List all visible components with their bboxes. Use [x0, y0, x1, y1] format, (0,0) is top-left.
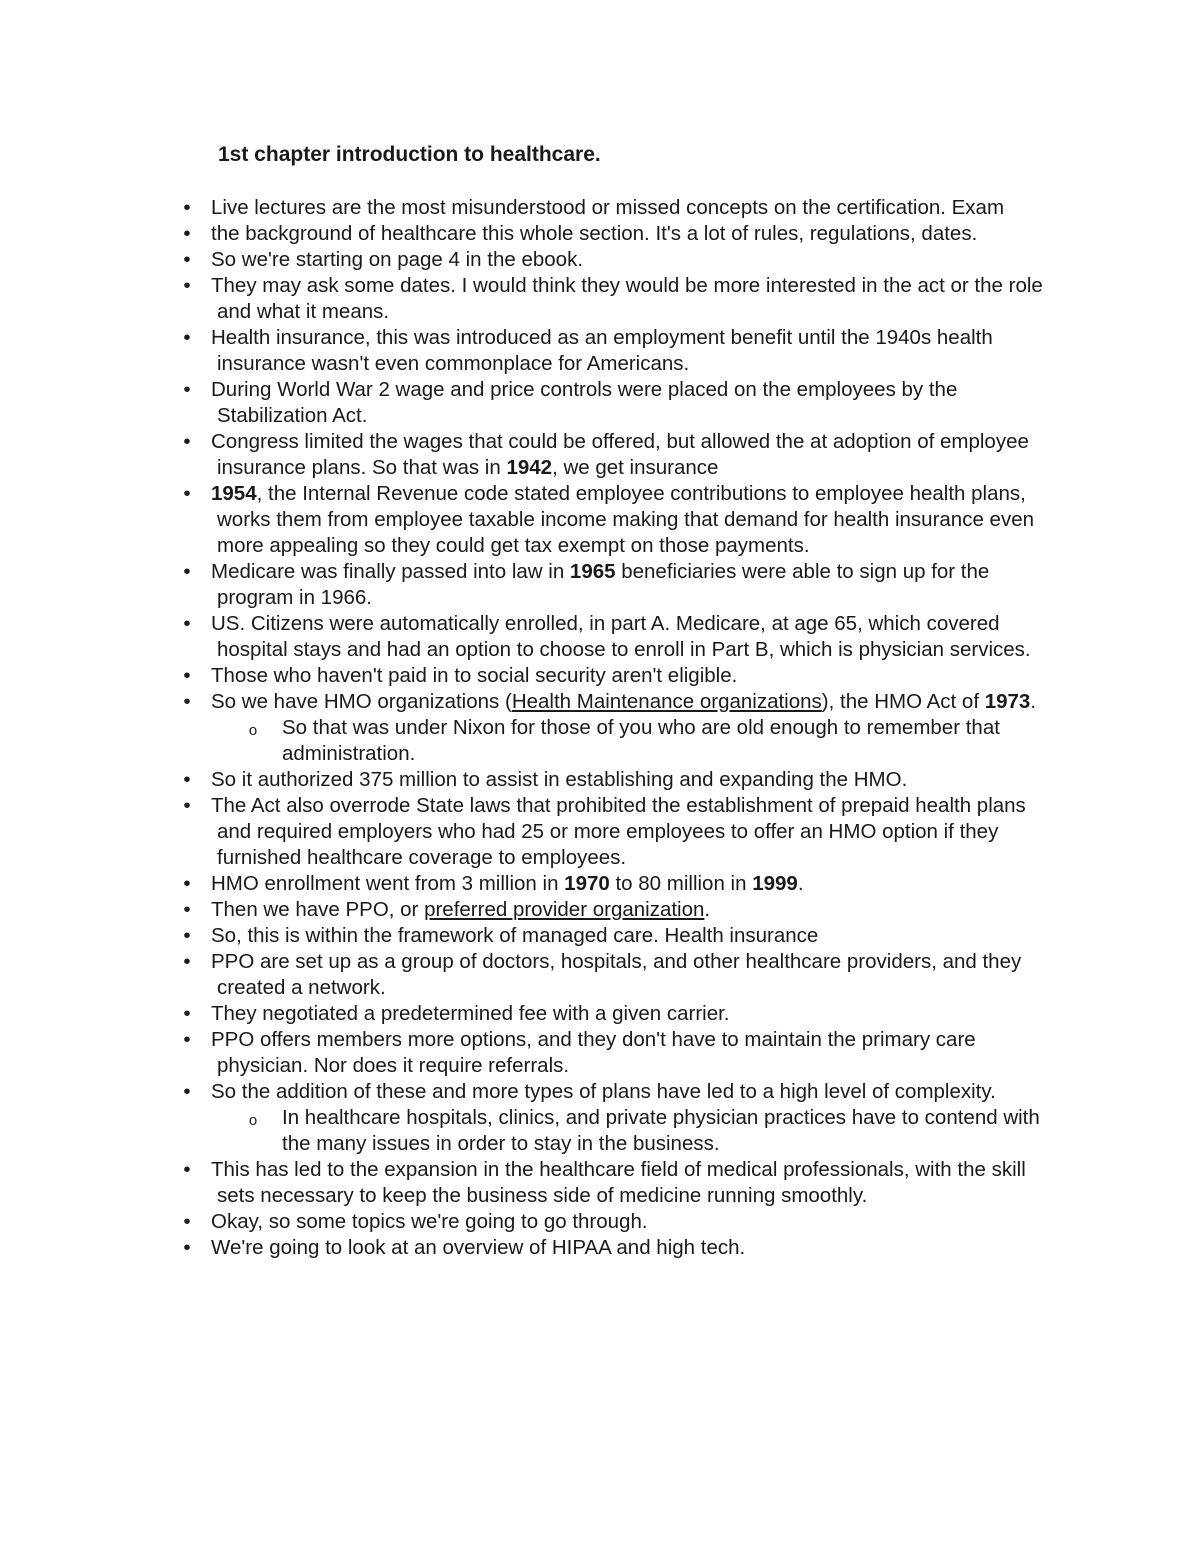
bold-year: 1942 — [506, 456, 553, 479]
bullet-marker: • — [183, 430, 191, 453]
underlined-term: Health Maintenance organizations — [511, 690, 822, 713]
bold-year: 1973 — [984, 690, 1031, 713]
item-text: So we have HMO organizations ( — [211, 690, 512, 713]
list-item — [0, 611, 1057, 663]
document-title: 1st chapter introduction to healthcare. — [218, 143, 601, 166]
list-item — [0, 1157, 1057, 1209]
list-item — [0, 793, 1057, 871]
list-item — [0, 429, 1057, 481]
sub-list-item — [0, 715, 1052, 767]
sub-list-item — [0, 1105, 1052, 1157]
bullet-marker: • — [183, 690, 191, 713]
item-text: the background of healthcare this whole section. It's a lot of rules, regulations, dates. — [211, 222, 978, 245]
item-text: Live lectures are the most misunderstood or missed concepts on the certification. Exam — [211, 196, 1005, 219]
list-item — [0, 1209, 1057, 1235]
bold-year: 1970 — [564, 872, 610, 895]
bullet-marker: • — [183, 768, 191, 791]
sub-bullet-marker: o — [248, 722, 258, 739]
list-item — [0, 377, 1057, 429]
item-text: Those who haven't paid in to social security aren't eligible. — [211, 664, 738, 687]
list-item — [0, 195, 1057, 221]
list-item — [0, 767, 1057, 793]
item-text: So the addition of these and more types of plans have led to a high level of complexity. — [211, 1080, 996, 1103]
item-text: to 80 million in — [609, 872, 753, 895]
item-text: So we're starting on page 4 in the ebook. — [211, 248, 584, 271]
list-item — [0, 871, 1057, 897]
bullet-marker: • — [183, 248, 191, 271]
list-item — [0, 325, 1057, 377]
item-text: So that was under Nixon for those of you who are old enough to remember that administration. — [282, 716, 1000, 765]
list-item — [0, 663, 1057, 689]
item-text: Congress limited the wages that could be offered, but allowed the at adoption of employee insurance plans. So that was in — [211, 430, 1029, 479]
underlined-term: preferred provider organization — [424, 898, 705, 921]
bullet-marker: • — [183, 898, 191, 921]
list-item — [0, 273, 1057, 325]
item-text: The Act also overrode State laws that prohibited the establishment of prepaid health plans and required employers who had 25 or more employees to offer an HMO option if they furnished healthcare coverage to employees. — [211, 794, 1026, 869]
item-text: We're going to look at an overview of HIPAA and high tech. — [211, 1236, 746, 1259]
list-item — [0, 897, 1057, 923]
list-item — [0, 1235, 1057, 1261]
list-item — [0, 1079, 1057, 1105]
list-item — [0, 923, 1057, 949]
item-text: Medicare was finally passed into law in — [211, 560, 570, 583]
item-text: . — [797, 872, 804, 895]
bullet-marker: • — [183, 950, 191, 973]
bullet-marker: • — [183, 560, 191, 583]
bullet-marker: • — [183, 1236, 191, 1259]
item-text: HMO enrollment went from 3 million in — [211, 872, 565, 895]
bullet-marker: • — [183, 1210, 191, 1233]
bullet-marker: • — [183, 1080, 191, 1103]
bullet-marker: • — [183, 378, 191, 401]
item-text: PPO are set up as a group of doctors, hospitals, and other healthcare providers, and they created a network. — [211, 950, 1022, 999]
bullet-marker: • — [183, 1002, 191, 1025]
bullet-marker: • — [183, 222, 191, 245]
bullet-marker: • — [183, 274, 191, 297]
item-text: beneficiaries were able to sign up for the program in 1966. — [217, 560, 990, 609]
bullet-marker: • — [183, 482, 191, 505]
item-text: They negotiated a predetermined fee with a given carrier. — [211, 1002, 730, 1025]
item-text: So it authorized 375 million to assist in establishing and expanding the HMO. — [211, 768, 908, 791]
list-item — [0, 1001, 1057, 1027]
item-text: . — [704, 898, 711, 921]
list-item — [0, 221, 1057, 247]
item-text: So, this is within the framework of managed care. Health insurance — [211, 924, 819, 947]
item-text: During World War 2 wage and price controls were placed on the employees by the Stabilization Act. — [211, 378, 958, 427]
list-item — [0, 559, 1057, 611]
item-text: They may ask some dates. I would think they would be more interested in the act or the role and what it means. — [211, 274, 1043, 323]
list-item — [0, 689, 1057, 715]
bullet-marker: • — [183, 326, 191, 349]
list-item — [0, 247, 1057, 273]
bold-year: 1999 — [752, 872, 798, 895]
bullet-marker: • — [183, 924, 191, 947]
list-item — [0, 949, 1057, 1001]
item-text: , the Internal Revenue code stated employee contributions to employee health plans, works them from employee taxable income making that demand for health insurance even more appealing so they could get tax exempt on those payments. — [217, 482, 1035, 557]
bold-year: 1965 — [569, 560, 616, 583]
list-item — [0, 1027, 1057, 1079]
bullet-marker: • — [183, 1158, 191, 1181]
bullet-marker: • — [183, 612, 191, 635]
bold-year: 1954 — [211, 482, 257, 505]
item-text: Then we have PPO, or — [211, 898, 425, 921]
bullet-marker: • — [183, 196, 191, 219]
sub-bullet-marker: o — [248, 1112, 258, 1129]
bullet-marker: • — [183, 794, 191, 817]
item-text: . — [1030, 690, 1037, 713]
list-item — [0, 481, 1057, 559]
item-text: In healthcare hospitals, clinics, and private physician practices have to contend with the many issues in order to stay in the business. — [282, 1106, 1040, 1155]
notes-list — [0, 195, 1200, 1261]
bullet-marker: • — [183, 872, 191, 895]
bullet-marker: • — [183, 664, 191, 687]
item-text: , we get insurance — [552, 456, 719, 479]
item-text: Okay, so some topics we're going to go through. — [211, 1210, 648, 1233]
item-text: PPO offers members more options, and they don't have to maintain the primary care physician. Nor does it require referrals. — [211, 1028, 976, 1077]
item-text: This has led to the expansion in the healthcare field of medical professionals, with the skill sets necessary to keep the business side of medicine running smoothly. — [211, 1158, 1026, 1207]
item-text: US. Citizens were automatically enrolled, in part A. Medicare, at age 65, which covered hospital stays and had an option to choose to enroll in Part B, which is physician services. — [211, 612, 1031, 661]
item-text: Health insurance, this was introduced as an employment benefit until the 1940s health insurance wasn't even commonplace for Americans. — [211, 326, 993, 375]
bullet-marker: • — [183, 1028, 191, 1051]
item-text: ), the HMO Act of — [821, 690, 985, 713]
